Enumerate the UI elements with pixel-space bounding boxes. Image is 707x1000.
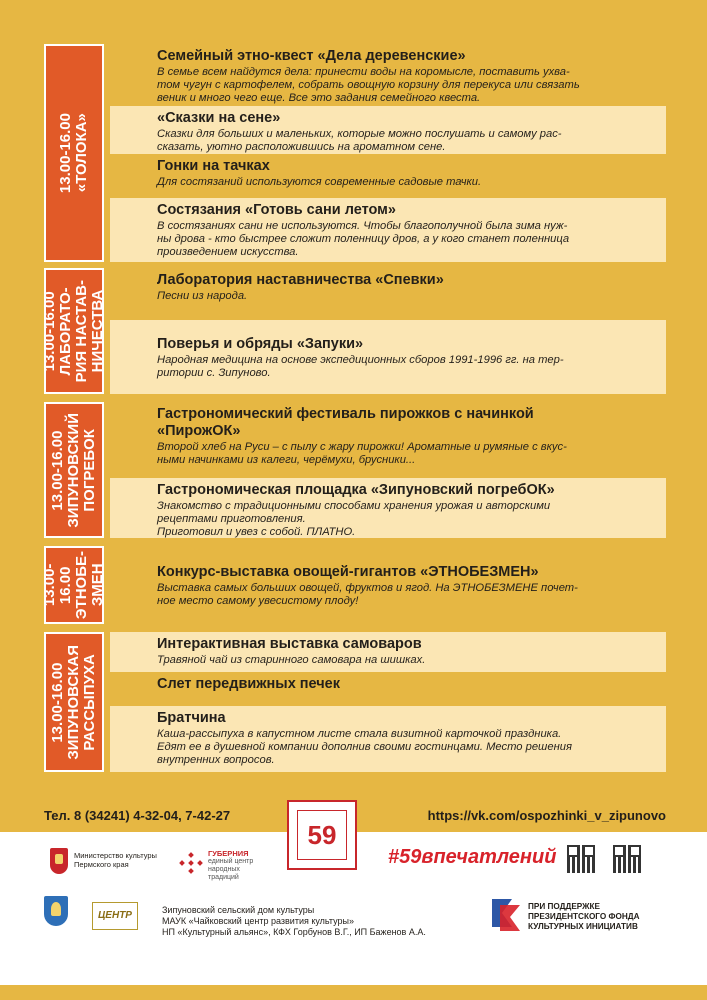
event-item xyxy=(110,44,666,106)
event-title: Конкурс-выставка овощей-гигантов «ЭТНОБЕЗМЕН» xyxy=(157,564,539,581)
section-label-text: 13.00-16.00 «ТОЛОКА» xyxy=(57,112,90,194)
event-description: В семье всем найдутся дела: принести воды на коромысле, поставить ухва- том чугун с картофелем, собрать овощную корзину для перекуса или связать веник и много чего еще. Все это задания семейного квеста. xyxy=(157,66,580,104)
event-description: Народная медицина на основе экспедиционных сборов 1991-1996 гг. на тер- ритории с. Зипуново. xyxy=(157,354,564,379)
seal-number: 59 xyxy=(297,810,347,860)
event-description: Знакомство с традиционными способами хранения урожая и авторскими рецептами приготовления. Приготовил и увез с собой. ПЛАТНО. xyxy=(157,500,551,538)
event-description: Для состязаний используются современные садовые тачки. xyxy=(157,176,482,188)
phone-text: Тел. 8 (34241) 4-32-04, 7-42-27 xyxy=(44,808,231,823)
event-item xyxy=(110,268,666,320)
event-title: Гонки на тачках xyxy=(157,158,270,174)
section-label xyxy=(41,546,106,624)
gubernia-name: ГУБЕРНИЯ xyxy=(208,849,249,858)
section-label-text: 13.00-16.00 ЗИПУНОВСКАЯ РАССЫПУХА xyxy=(49,644,98,760)
centr-logo: ЦЕНТР xyxy=(92,902,138,930)
festival-seal-logo xyxy=(287,800,357,870)
city-coat-of-arms-icon xyxy=(44,896,68,926)
event-item xyxy=(110,154,666,198)
section-rassypukha xyxy=(44,632,666,772)
event-description: Каша-рассыпуха в капустном листе стала визитной карточкой праздника. Едят ее в душевной компании дополнив своими гостинцами. Место решения внутренних вопросов. xyxy=(157,728,572,766)
section-pogrebok xyxy=(44,402,666,538)
event-title: Интерактивная выставка самоваров xyxy=(157,636,422,652)
event-item xyxy=(110,672,666,706)
qr-code-icon xyxy=(567,845,595,873)
vk-link[interactable]: https://vk.com/ospozhinki_v_zipunovo xyxy=(427,808,666,823)
event-description: Травяной чай из старинного самовара на шишках. xyxy=(157,654,426,666)
event-description: Сказки для больших и маленьких, которые можно послушать и самому рас- сказать, уютно расположившись на ароматном сене. xyxy=(157,128,562,153)
event-description: Песни из народа. xyxy=(157,290,248,302)
perm-region-emblem-icon xyxy=(50,848,68,874)
gubernia-logo xyxy=(208,850,253,882)
section-label xyxy=(44,402,104,538)
section-label xyxy=(44,44,104,262)
hashtag-text: #59впечатлений xyxy=(388,846,557,868)
footer xyxy=(0,819,707,985)
section-laboratory xyxy=(41,268,666,394)
event-item xyxy=(110,198,666,262)
event-title: Гастрономический фестиваль пирожков с начинкой «ПирожОК» xyxy=(157,406,534,439)
event-item xyxy=(110,106,666,154)
event-item xyxy=(110,320,666,394)
section-label-text: 13.00-16.00 ЗИПУНОВСКИЙ ПОГРЕБОК xyxy=(49,412,98,528)
bottom-bar xyxy=(0,985,707,1000)
fund-support-text: ПРИ ПОДДЕРЖКЕ ПРЕЗИДЕНТСКОГО ФОНДА КУЛЬТУРНЫХ ИНИЦИАТИВ xyxy=(528,902,640,931)
event-title: Семейный этно-квест «Дела деревенские» xyxy=(157,48,466,64)
event-title: «Сказки на сене» xyxy=(157,110,281,126)
section-etnobezmen xyxy=(41,546,666,624)
event-title: Состязания «Готовь сани летом» xyxy=(157,202,396,218)
presidential-fund-logo-icon xyxy=(488,893,522,933)
section-label-text: 13.00- 16.00 ЭТНОБЕ- ЗМЕН xyxy=(41,550,106,620)
event-description: Второй хлеб на Руси – с пылу с жару пирожки! Ароматные и румяные с вкус- ными начинками из калеги, черёмухи, брусники... xyxy=(157,441,567,466)
event-item xyxy=(110,402,666,478)
section-label-text: 13.00-16.00 ЛАБОРАТО- РИЯ НАСТАВ- НИЧЕСТВА xyxy=(41,279,106,383)
event-description: Выставка самых больших овощей, фруктов и ягод. На ЭТНОБЕЗМЕНЕ почет- ное место самому увесистому плоду! xyxy=(157,582,578,607)
section-label xyxy=(44,632,104,772)
event-item xyxy=(110,706,666,772)
event-title: Лаборатория наставничества «Спевки» xyxy=(157,272,444,288)
event-description: В состязаниях сани не используются. Чтобы благополучной была зима нуж- ны дрова - кто быстрее сложит поленницу дров, а у кого станет поленница произведением искусства. xyxy=(157,220,570,258)
event-title: Поверья и обряды «Запуки» xyxy=(157,336,364,353)
section-toloka xyxy=(44,44,666,262)
organizers-text: Зипуновский сельский дом культуры МАУК «Чайковский центр развития культуры» НП «Культурный альянс», КФХ Горбунов В.Г., ИП Баженов А.А. xyxy=(162,905,426,937)
event-title: Слет передвижных печек xyxy=(157,676,340,692)
section-label xyxy=(41,268,106,394)
event-item xyxy=(110,546,666,624)
gubernia-subtitle: единый центр народных традиций xyxy=(208,858,254,881)
event-title: Гастрономическая площадка «Зипуновский погребОК» xyxy=(157,482,555,498)
event-title: Братчина xyxy=(157,710,226,726)
event-item xyxy=(110,478,666,538)
gubernia-ornament-icon xyxy=(178,852,204,874)
qr-code-icon xyxy=(613,845,641,873)
event-item xyxy=(110,632,666,672)
ministry-logo-text: Министерство культуры Пермского края xyxy=(74,851,157,869)
